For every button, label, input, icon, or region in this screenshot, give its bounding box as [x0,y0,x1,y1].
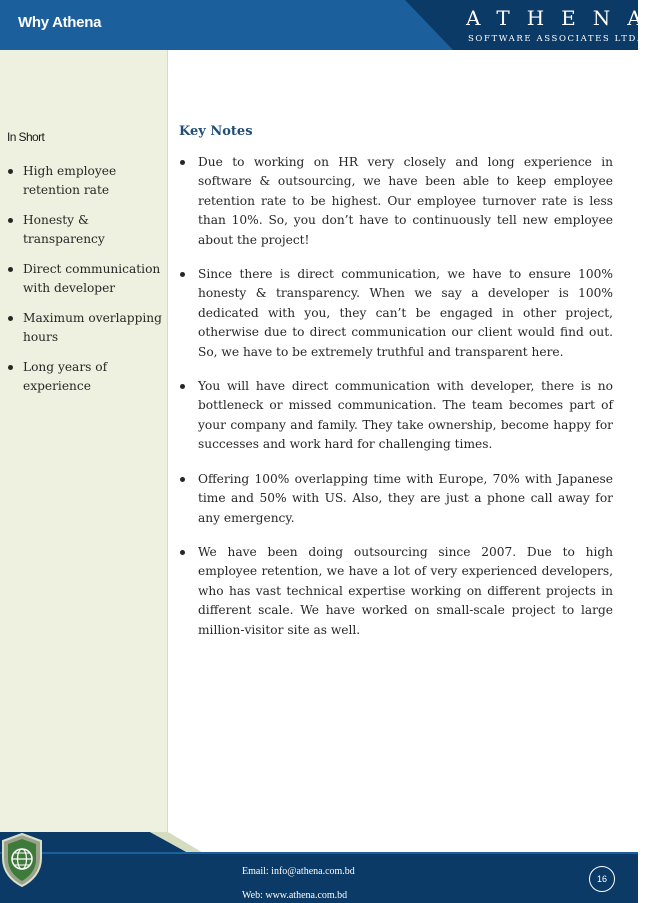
page-footer [0,832,638,903]
sidebar-heading: In Short [7,130,45,144]
footer-email[interactable]: Email: info@athena.com.bd [242,866,355,877]
key-note-item: Since there is direct communication, we have to ensure 100% honesty & transparency. When we say a developer is 100% dedicated with you, they can’t be engaged in other project, otherwise due to direct communication our client would find out. So, we have to be extremely truthful and transparent here. [179,265,613,362]
key-note-item: You will have direct communication with developer, there is no bottleneck or missed communication. The team becomes part of your company and family. They take ownership, become happy for successes and work hard for challenging times. [179,377,613,455]
key-note-item: Offering 100% overlapping time with Europe, 70% with Japanese time and 50% with US. Also, they are just a phone call away for any emergency. [179,470,613,528]
globe-shield-icon [0,832,44,888]
sidebar-item: Maximum overlapping hours [7,309,162,346]
page-title: Why Athena [18,14,102,31]
section-heading: Key Notes [179,124,253,139]
key-note-item: Due to working on HR very closely and long experience in software & outsourcing, we have been able to keep employee retention rate to be highest. Our employee turnover rate is less than 10%. So, you don’t have to continuously tell new employee about the project! [179,153,613,250]
footer-website[interactable]: Web: www.athena.com.bd [242,890,348,901]
sidebar-item: Direct communication with developer [7,260,162,297]
sidebar-item: Honesty & transparency [7,211,162,248]
company-logo-text: ATHENA [466,6,659,30]
page-number: 16 [589,866,615,892]
page-header [0,0,659,50]
key-note-item: We have been doing outsourcing since 2007. Due to high employee retention, we have a lot of very experienced developers, who has vast technical expertise working on different projects in different scale. We have worked on small-scale project to large million-visitor site as well. [179,543,613,640]
company-logo-subtitle: SOFTWARE ASSOCIATES LTD. [468,34,641,44]
sidebar-list [7,162,162,407]
sidebar-item: High employee retention rate [7,162,162,199]
key-notes-list [179,153,613,655]
sidebar-item: Long years of experience [7,358,162,395]
